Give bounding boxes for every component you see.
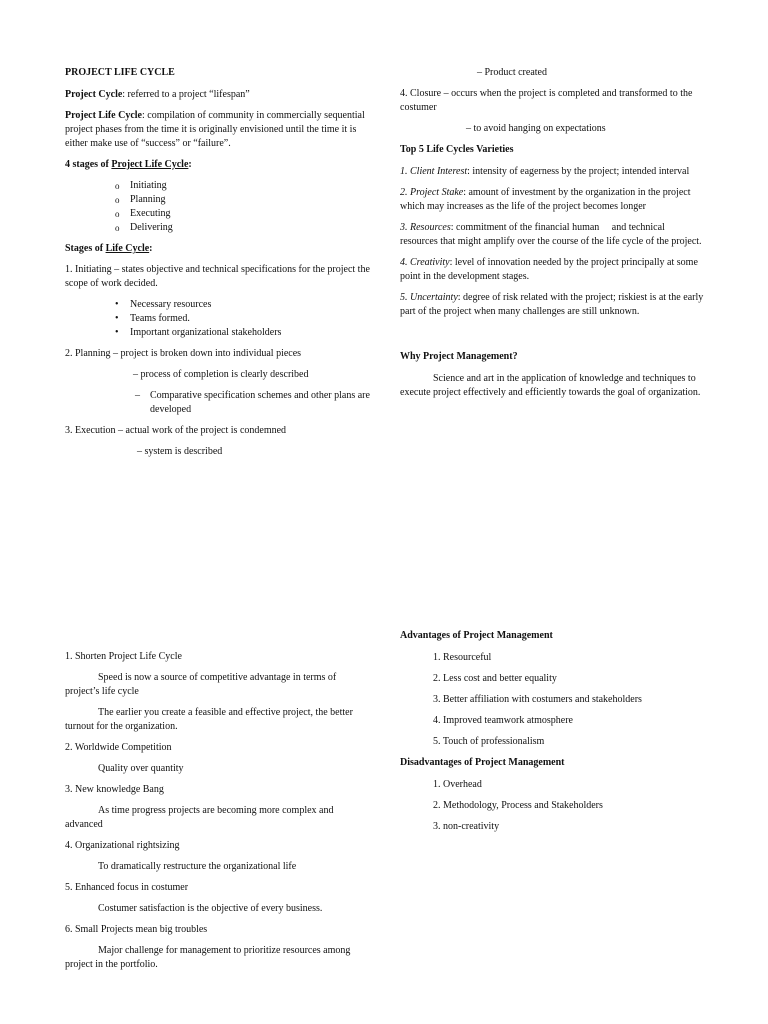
list-item: o Planning [65,193,373,207]
list-item: • Necessary resources [65,298,373,312]
list-item: 1. Overhead [433,779,482,790]
variety-def: : commitment of the financial human and technical resources that might amplify over the course of the life cycle of the project. [400,222,702,247]
variety-term: 5. Uncertainty [400,292,458,303]
variety-item [400,186,705,214]
list-item: • Teams formed. [65,312,373,326]
stages-heading-link: Project Life Cycle [111,159,189,170]
project-cycle-definition [65,88,373,102]
item-heading: 2. Worldwide Competition [65,742,172,753]
project-cycle-def: : referred to a project “lifespan” [122,89,250,100]
variety-item [400,291,705,319]
initiating-text: 1. Initiating – states objective and technical specifications for the project the scope of work decided. [65,264,370,289]
stages-heading-pre: 4 stages of [65,159,112,170]
stages-heading [65,158,373,172]
stages-lc-link: Life Cycle [105,243,150,254]
variety-term: 2. Project Stake [400,187,464,198]
item-heading: 6. Small Projects mean big troubles [65,924,208,935]
left-top-column [65,66,373,466]
page-title: PROJECT LIFE CYCLE [65,67,175,78]
list-item: o Initiating [65,179,373,193]
list-item: 3. non-creativity [433,821,500,832]
list-item: 2. Methodology, Process and Stakeholders [433,800,603,811]
plc-definition [65,109,373,151]
right-bottom-column [400,629,705,841]
variety-def: : amount of investment by the organization in the project which may increases as the life of the project becomes longer [400,187,691,212]
stages-heading-post: : [188,159,192,170]
list-item: 5. Touch of professionalism [433,736,545,747]
item-text: The earlier you create a feasible and effective project, the better turnout for the organization. [65,707,353,732]
variety-def: : degree of risk related with the project; riskiest is at the early part of the project when many challenges are still unknown. [400,292,704,317]
right-top-column [400,66,705,407]
item-heading: 3. New knowledge Bang [65,784,164,795]
stages-lc-heading [65,242,373,256]
item-text: Speed is now a source of competitive advantage in terms of project’s life cycle [65,672,337,697]
variety-item [400,221,705,249]
list-item: 4. Improved teamwork atmosphere [433,715,573,726]
disadvantages-heading: Disadvantages of Project Management [400,757,565,768]
list-item: 2. Less cost and better equality [433,673,557,684]
advantages-heading: Advantages of Project Management [400,630,553,641]
list-item: 1. Resourceful [433,652,492,663]
variety-term: 3. Resources [400,222,451,233]
why-text: Science and art in the application of knowledge and techniques to execute project effectively and efficiently towards the goal of organization. [400,373,701,398]
variety-term: 4. Creativity [400,257,450,268]
item-text: Major challenge for management to prioritize resources among project in the portfolio. [65,945,351,970]
item-text: Costumer satisfaction is the objective of every business. [98,903,323,914]
variety-def: : level of innovation needed by the project principally at some point in the development stages. [400,257,698,282]
variety-item [400,165,705,179]
planning-text: 2. Planning – project is broken down into individual pieces [65,348,302,359]
why-heading: Why Project Management? [400,351,518,362]
execution-sub: – system is described [137,446,223,457]
item-text: As time progress projects are becoming more complex and advanced [65,805,334,830]
product-created: – Product created [477,67,547,78]
item-text: To dramatically restructure the organizational life [98,861,297,872]
planning-sub1: – process of completion is clearly described [133,369,309,380]
stages-lc-pre: Stages of [65,243,106,254]
item-heading: 4. Organizational rightsizing [65,840,180,851]
plc-term: Project Life Cycle [65,110,142,121]
list-item: o Executing [65,207,373,221]
list-item: 3. Better affiliation with costumers and stakeholders [433,694,642,705]
dash-marker: – [135,390,140,401]
item-text: Quality over quantity [98,763,184,774]
variety-def: : intensity of eagerness by the project; intended interval [467,166,690,177]
planning-sub2 [65,389,373,417]
variety-item [400,256,705,284]
closure-text: 4. Closure – occurs when the project is completed and transformed to the costumer [400,88,693,113]
list-item: • Important organizational stakeholders [65,326,373,340]
item-heading: 5. Enhanced focus in costumer [65,882,189,893]
stages-lc-post: : [149,243,153,254]
planning-sub2-text: Comparative specification schemes and other plans are developed [150,390,370,415]
closure-sub: – to avoid hanging on expectations [466,123,606,134]
execution-text: 3. Execution – actual work of the project is condemned [65,425,287,436]
variety-term: 1. Client Interest [400,166,468,177]
stages-list [65,179,373,235]
list-item: o Delivering [65,221,373,235]
initiating-bullets [65,298,373,340]
left-bottom-column [65,650,373,979]
spacer [400,326,705,350]
varieties-heading: Top 5 Life Cycles Varieties [400,144,514,155]
item-heading: 1. Shorten Project Life Cycle [65,651,182,662]
project-cycle-term: Project Cycle [65,89,123,100]
plc-def: : compilation of community in commercially sequential project phases from the time it is originally envisioned until the time it is either make use of “success” or “failure”. [65,110,365,149]
